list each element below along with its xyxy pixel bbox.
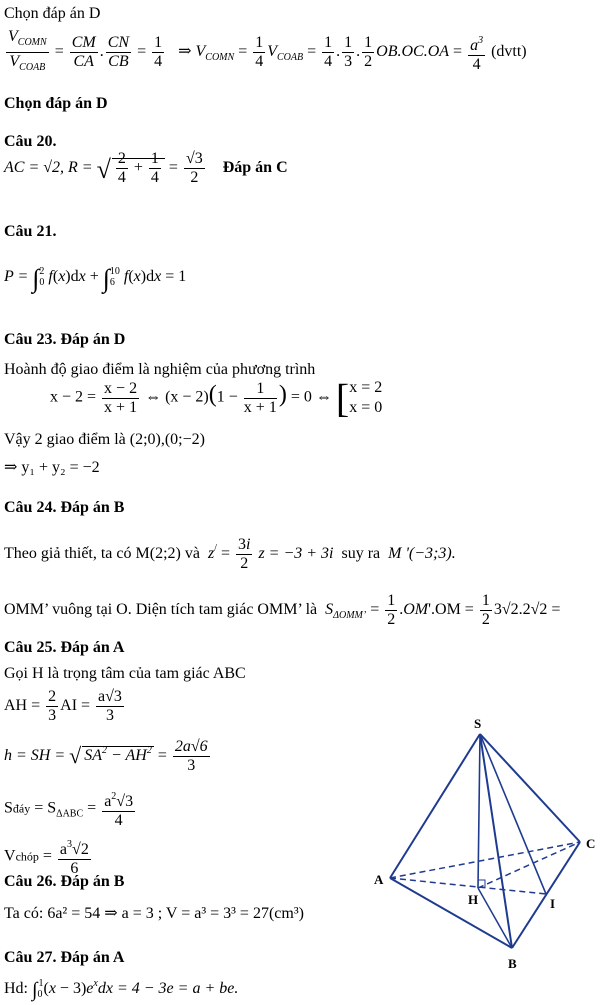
question-26-heading: Câu 26. Đáp án B (4, 873, 125, 890)
question-23-heading: Câu 23. Đáp án D (4, 331, 126, 348)
question-25-text: Gọi H là trọng tâm của tam giác ABC (4, 665, 246, 682)
vertex-label-h: H (468, 892, 479, 907)
vertex-label-a: A (374, 872, 384, 887)
edge-sc (480, 734, 580, 842)
question-24-area: OMM’ vuông tại O. Diện tích tam giác OMM’ là $S_{\Delta OMM’}$ = $\frac{1}{2}$ .OM'.OM = $\frac{1}{2}$ 3√2.2√2 = (4, 592, 561, 628)
edge-sa (390, 734, 480, 878)
question-25-height: h = SH = √ $SA^2 - AH^2$ = $\frac{2a√6}{3}$ (4, 738, 208, 774)
segment-sh (478, 734, 480, 888)
question-26-equation: Ta có: 6a² = 54 ⇒ a = 3 ; V = a³ = 3³ = 27(cm³) (4, 905, 304, 922)
question-27-heading: Câu 27. Đáp án A (4, 949, 125, 966)
question-23-sum: ⇒ y₁ + y₂ = −2 (4, 459, 100, 476)
unit-dvtt: (dvtt) (491, 43, 527, 61)
vertex-label-b: B (508, 956, 517, 971)
intersection-points: (2;0),(0;−2) (129, 431, 205, 448)
question-25-heading: Câu 25. Đáp án A (4, 639, 125, 656)
vertex-label-c: C (586, 836, 596, 851)
choose-answer-2 (4, 94, 108, 114)
segment-si (480, 734, 546, 894)
question-20-heading: Câu 20. (4, 133, 57, 150)
question-25-ah: AH = $\frac{2}{3}$ AI = $\frac{a√3}{3}$ (4, 688, 122, 724)
question-23-equation: x − 2 = $\frac{x - 2}{x + 1}$ ⇔ (x − 2)(1 − $\frac{1}{x + 1}$ ) = 0 ⇔ [ x = 2 x = 0 (50, 375, 383, 421)
question-23-conclusion: Vậy 2 giao điểm là (2;0),(0;−2) (4, 431, 205, 448)
volume-ratio-formula: $\frac{V_{COMN}}{V_{COAB}}$ = $\frac{CM}{CA}$ . $\frac{CN}{CB}$ = $\frac{1}{4}$ ⇒ $V_{COMN}$ = $\frac{1}{4}$ $V_{COAB}$ = $\frac{1}{4}$ . $\frac{1}{3}$ . $\frac{1}{2}$ OB.OC.OA = $\frac{a^3}{4}$ (dvtt) (8, 28, 527, 73)
edge-ac-hidden (390, 842, 580, 878)
question-24-text: Theo giả thiết, ta có M(2;2) và z/ = $\frac{3i}{2}$ z = −3 + 3i suy ra M '(−3;3). (4, 536, 456, 572)
question-20-formula: AC = √2, R = √ $\frac{2}{4}$ + $\frac{1}{4}$ = $\frac{√3}{2}$ Đáp án C (4, 150, 288, 186)
question-20-answer: Đáp án C (222, 159, 288, 177)
vertex-label-s: S (474, 716, 482, 731)
question-25-volume: Vchóp = $\frac{a^3√2}{6}$ (4, 836, 93, 878)
question-25-base-area: Sđáy = $S_{\Delta ABC}$ = $\frac{a^2√3}{4}$ (4, 788, 137, 830)
question-23-text: Hoành độ giao điểm là nghiệm của phương trình (4, 361, 316, 378)
edge-sb (480, 734, 512, 948)
question-21-heading: Câu 21. (4, 223, 57, 240)
question-24-heading: Câu 24. Đáp án B (4, 499, 125, 516)
question-21-formula: $P = \int_0^2$ $f(x)dx + \int_6^{10}$ f(x)dx = 1 (4, 264, 187, 293)
choose-answer-text: Chọn đáp án D (4, 5, 101, 22)
pyramid-diagram (368, 712, 600, 974)
question-27-equation: Hd: $\int_0^1(x - 3)e^xdx = 4 - 3e = a$ + be. (4, 978, 239, 1001)
choose-answer-text: Chọn đáp án D (4, 95, 108, 112)
choose-answer-1 (4, 4, 100, 24)
vertex-label-i: I (550, 896, 556, 911)
